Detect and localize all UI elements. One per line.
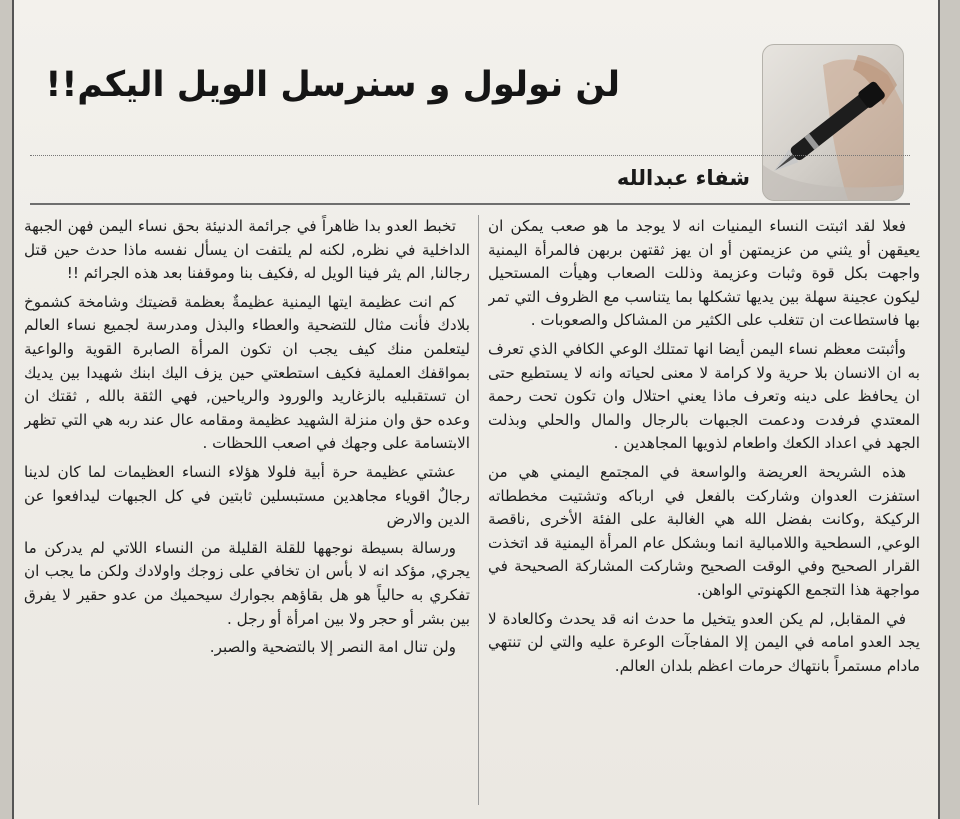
paragraph: عشتي عظيمة حرة أبية فلولا هؤلاء النساء العظيمات لما كان لدينا رجالٌ اقوياء مجاهدين مستبسلين ثابتين في كل الجبهات ليدافعوا عن الدين والارض (24, 462, 470, 529)
paragraph: فعلا لقد اثبتت النساء اليمنيات انه لا يوجد ما هو صعب يمكن ان يعيقهن أو يثني من عزيمتهن أو ان يهز ثقتهن بربهن فالمرأة اليمنية واجهت بكل قوة وثبات وعزيمة وذللت الصعاب وهيأت المستحيل ليكون عجينة سهلة بين يديها تشكلها بما يتناسب مع الظروف التي تمر بها فاستطاعت ان تتغلب على الكثير من المشاكل والصعوبات . (488, 217, 920, 330)
fountain-pen-icon (763, 45, 903, 200)
frame-border-left (12, 0, 14, 819)
article-column-right (488, 215, 920, 815)
article-column-left (24, 215, 470, 815)
author-photo (762, 44, 904, 201)
paragraph: ورسالة بسيطة نوجهها للقلة القليلة من النساء اللاتي لم يدركن ما يجري, مؤكد انه لا بأس ان تخافي على زوجك واولادك ولكن ما يجب ان تفكري به حالياً هو هل بقاؤهم بجوارك سيحميك من عدو حقير لا يفرق بين بشر أو حجر ولا بين امرأة أو رجل . (24, 538, 470, 628)
paragraph: هذه الشريحة العريضة والواسعة في المجتمع اليمني هي من استفزت العدوان وشاركت بالفعل في ارباكه وتشتيت مخططاته الركيكة ,وكانت بفضل الله هي الغالبة على الفئة الأخرى ,ناقصة الوعي, السطحية واللامبالية انما وبشكل عام المرأة اليمنية قد اتخذت القرار الصحيح وفي الوقت الصحيح وشاركت المشاركة الصحيحة في مواجهة هذا التجمع الكهنوتي الواهن. (488, 462, 920, 599)
background-left (0, 0, 12, 819)
background-right (940, 0, 960, 819)
header-bottom-rule (30, 203, 910, 205)
paragraph: في المقابل, لم يكن العدو يتخيل ما حدث انه قد يحدث وكالعادة لا يجد العدو امامه في اليمن إلا المفاجآت الوعرة عليه والتي لن تنتهي مادام مستمراً بانتهاك حرمات اعظم بلدان العالم. (488, 609, 920, 675)
paragraph: تخبط العدو بدا ظاهراً في جرائمة الدنيئة بحق نساء اليمن فهن الجبهة الداخلية في نظره, لكنه لم يلتفت ان يسأل نفسه ماذا حدث حين قتل رجالنا, الم يثر فينا الويل له ,فكيف بنا وموقفنا بعد هذه الجرائم !! (24, 217, 470, 283)
paragraph: ولن تنال امة النصر إلا بالتضحية والصبر. (209, 638, 456, 657)
header-divider (30, 155, 910, 157)
paragraph: وأثبتت معظم نساء اليمن أيضا انها تمتلك الوعي الكافي الذي تعرف به ان الانسان بلا حرية ولا كرامة لا معنى لحياته وانه لا يستطيع حتى ان يحافظ على دينه وتعرف ماذا يعني احتلال وان تكون تحت رحمة المعتدي فرفدت ودعمت الجبهات بالرجال والمال والحلي وبذلت الجهد في اعداد الكعك واطعام لذويها المجاهدين . (488, 339, 920, 453)
author-byline: شفاء عبدالله (616, 166, 750, 190)
article-headline: لن نولول و سنرسل الويل اليكم!! (45, 65, 620, 105)
paragraph: كم انت عظيمة ايتها اليمنية عظيمةٌ بعظمة قضيتك وشامخة كشموخ بلادك فأنت مثال للتضحية والعطاء والبذل ومدرسة لجميع نساء العالم ليتعلمن منك كيف يجب ان تكون المرأة الصابرة القوية والواعية بمواقفك العملية فكيف استطعتي حين يزف اليك ابنك شهيدا بين يديك ان تستقبليه بالزغاريد والورود والرياحين, فهي الثقة بالله , ثقتك ان وعده حق وان منزلة الشهيد عظيمة ومقامه عال عند ربه هي التي تظهر الابتسامة على وجهك في اصعب اللحظات . (24, 292, 470, 453)
frame-border-right (938, 0, 940, 819)
column-divider (478, 215, 479, 805)
